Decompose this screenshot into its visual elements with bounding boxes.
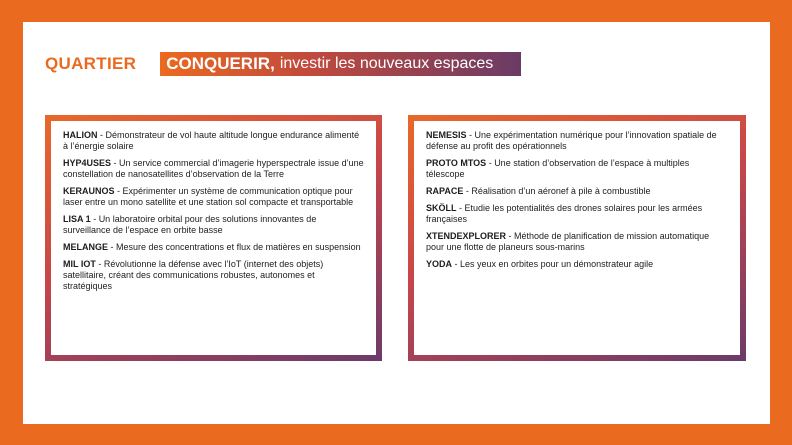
project-name: MELANGE xyxy=(63,242,108,252)
project-name: NEMESIS xyxy=(426,130,467,140)
project-description: Les yeux en orbites pour un démonstrateur agile xyxy=(460,259,654,269)
project-description: Une expérimentation numérique pour l’innovation spatiale de défense au profit des opérationnels xyxy=(426,130,717,151)
header xyxy=(45,52,521,76)
project-name: XTENDEXPLORER xyxy=(426,231,507,241)
separator: - xyxy=(97,130,106,140)
project-entry xyxy=(63,158,364,180)
project-description: Réalisation d’un aéronef à pile à combustible xyxy=(471,186,651,196)
separator: - xyxy=(452,259,461,269)
project-description: Expérimenter un système de communication optique pour laser entre un mono satellite et une station sol compacte et transportable xyxy=(63,186,354,207)
banner-keyword: CONQUERIR, xyxy=(166,54,275,73)
project-description: Mesure des concentrations et flux de matières en suspension xyxy=(116,242,361,252)
separator: - xyxy=(108,242,116,252)
separator: - xyxy=(466,130,475,140)
project-entry xyxy=(426,186,728,197)
separator: - xyxy=(506,231,515,241)
project-name: SKÖLL xyxy=(426,203,457,213)
project-description: Méthode de planification de mission automatique pour une flotte de planeurs sous-marins xyxy=(426,231,710,252)
project-name: HALION xyxy=(63,130,98,140)
project-name: KERAUNOS xyxy=(63,186,115,196)
separator: - xyxy=(456,203,465,213)
separator: - xyxy=(90,214,99,224)
project-entry xyxy=(63,259,364,292)
banner-subtitle: investir les nouveaux espaces xyxy=(279,55,494,72)
project-entry xyxy=(426,158,728,180)
title-banner xyxy=(160,52,521,76)
separator: - xyxy=(463,186,472,196)
project-entry xyxy=(63,130,364,152)
separator: - xyxy=(95,259,104,269)
project-name: YODA xyxy=(426,259,453,269)
left-panel-content xyxy=(51,121,376,355)
project-description: Une station d’observation de l’espace à multiples télescope xyxy=(426,158,690,179)
project-entry xyxy=(63,214,364,236)
project-entry xyxy=(426,203,728,225)
slide xyxy=(23,22,770,424)
left-panel xyxy=(45,115,382,361)
project-description: Etudie les potentialités des drones solaires pour les armées françaises xyxy=(426,203,703,224)
project-description: Un laboratoire orbital pour des solutions innovantes de surveillance de l’espace en orbite basse xyxy=(63,214,317,235)
project-entry xyxy=(63,242,364,253)
project-entry xyxy=(426,259,728,270)
project-name: MIL IOT xyxy=(63,259,96,269)
quartier-label: QUARTIER xyxy=(45,54,137,73)
right-panel xyxy=(408,115,746,361)
right-panel-content xyxy=(414,121,740,355)
project-entry xyxy=(426,231,728,253)
project-entry xyxy=(426,130,728,152)
project-name: HYP4USES xyxy=(63,158,112,168)
project-description: Un service commercial d’imagerie hyperspectrale issue d’une constellation de nanosatellites d’observation de la Terre xyxy=(63,158,364,179)
project-description: Démonstrateur de vol haute altitude longue endurance alimenté à l’énergie solaire xyxy=(63,130,360,151)
project-name: PROTO MTOS xyxy=(426,158,487,168)
project-description: Révolutionne la défense avec l’IoT (internet des objets) satellitaire, créant des communications robustes, autonomes et stratégiques xyxy=(63,259,324,291)
project-entry xyxy=(63,186,364,208)
project-name: LISA 1 xyxy=(63,214,91,224)
project-name: RAPACE xyxy=(426,186,464,196)
separator: - xyxy=(111,158,120,168)
separator: - xyxy=(486,158,495,168)
separator: - xyxy=(114,186,123,196)
